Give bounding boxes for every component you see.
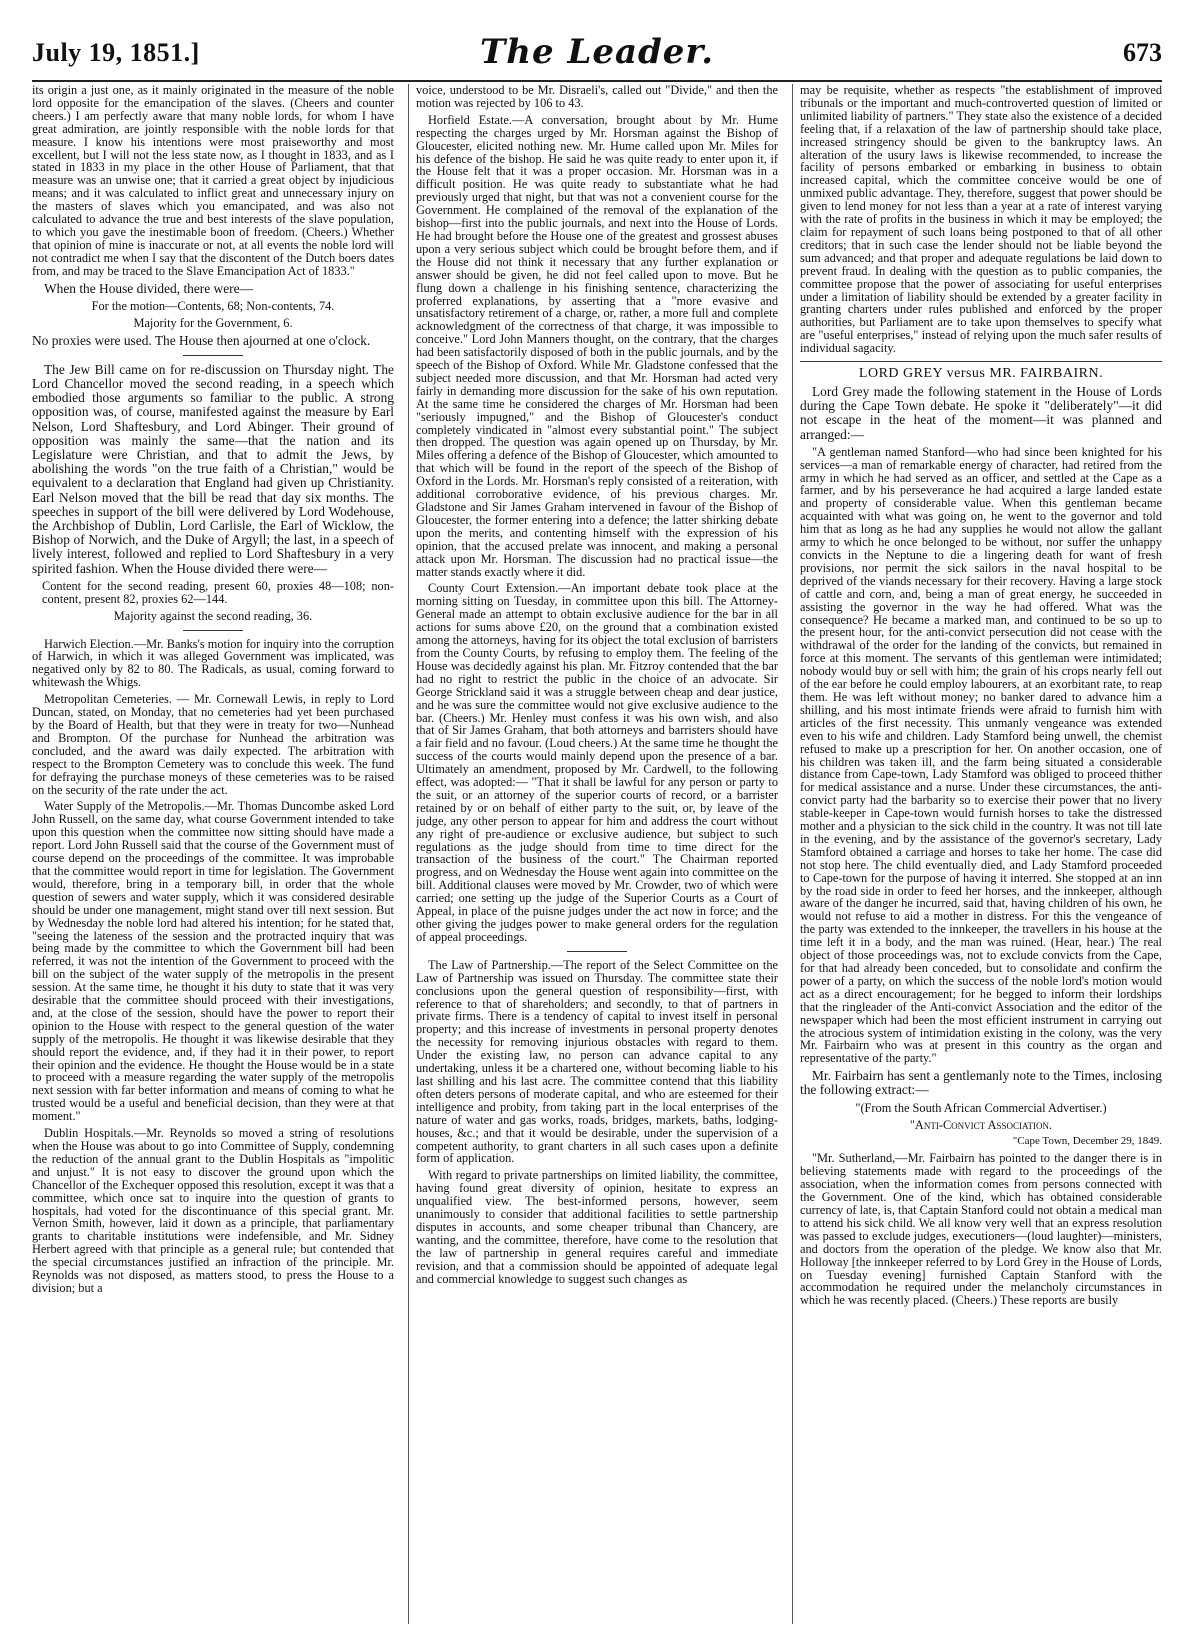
paragraph-law-of-partnership: The Law of Partnership.—The report of the Select Committee on the Law of Partnership was issued on Thursday. The committee state their conclusions upon the general question of responsibility—first, with reference to that of shareholders; and secondly, to that of partners in private firms. There is a tendency of capital to invest itself in personal property; and this increase of investments in personal property denotes the necessity for removing injurious obstacles with regard to them. Under the existing law, no person can advance capital to any undertaking, unless it be a chartered one, without becoming liable to his last shilling and his last acre. The committee contend that this liability often deters persons of moderate capital, and who are esteemed for their intelligence and probity, from taking part in the local enterprises of the nature of water and gas works, roads, bridges, markets, baths, lodging-houses, &c.; and that it would be desirable, under the supervision of a competent authority, to grant charters in all such cases upon a definite form of application. (416, 957, 778, 1166)
division-majority: Majority for the Government, 6. (133, 315, 293, 330)
paragraph-horfield-estate: Horfield Estate.—A conversation, brought about by Mr. Hume respecting the charges urged by Mr. Horsman against the Bishop of Gloucester, elicited nothing new. Mr. Hume called upon Mr. Miles for his defence of the bishop. He said he was quite ready to enter upon it, if the House felt that it was a proper occasion. Mr. Horsman was in a difficult position. He was quite ready to substantiate what he had previously urged that night, but that was not a convenient course for the Government. He complained of the removal of the explanation of the bishop—first into the public journals, and next into the House of Lords. He had brought before the House one of the greatest and grossest abuses upon a very serious subject which could be brought before them, and if the House did not think it necessary that any further explanation or answer should be given, he did not feel called upon to move. But he flung down a challenge in his finishing sentence, characterizing the proferred explanations, by asserting that a "more evasive and unsatisfactory retirement of a charge, or, rather, a more full and complete acknowledgment of the correctness of that charge, it was impossible to conceive." Lord John Manners thought, on the contrary, that the charges had been satisfactorily disposed of both in the public journals, and by the speech of the Bishop of Oxford. While Mr. Gladstone confessed that the subject needed more discussion, and that Mr. Horsman had acted very fairly in demanding more discussion for the sake of his own reputation. At the same time he considered the charges of Mr. Horsman had been "seriously impugned," and the Bishop of Gloucester's conduct completely vindicated in "almost every substantial point." The subject then dropped. The question was again opened up on Thursday, by Mr. Miles offering a defence of the Bishop of Gloucester, which amounted to that which will be found in the report of the speech of the Bishop of Oxford in the Lords. Mr. Horsman's reply consisted of a reiteration, with additional corroborative evidence, of his previous charges. Mr. Gladstone and Sir James Graham intervened in favour of the Bishop of Gloucester, the former entering into a defence; the latter shirking debate upon the merits, and contenting himself with the expression of his opinion, that the accused prelate was innocent, and making a personal attack upon Mr. Horsman. The discussion had no practical issue—the matter stands exactly where it did. (416, 112, 778, 579)
column-2 (416, 84, 778, 1624)
column-3 (800, 84, 1162, 1624)
section-separator (183, 355, 243, 356)
paragraph: may be requisite, whether as respects "the establishment of improved tribunals or the important and much-controverted question of limited or unlimited liability of partners." They state also the existence of a decided feeling that, if a relaxation of the law of partnership should take place, increased stringency should be given to the bankruptcy laws. An alteration of the usury laws is likewise recommended, to increase the facility of persons embarked or embarking in business to obtain increased capital, which the committee conceive would be one of unmixed public advantage. They, therefore, suggest that power should be given to lend money for not less than a year at a rate of interest varying with the rate of profits in the business in which it may be employed; the claim for repayment of such loans being postponed to that of all other creditors; that in such case the lender should not be liable beyond the sum advanced; and that proper and adequate regulations be laid down to prevent fraud. In dealing with the question as to public companies, the committee propose that the power of associating for useful enterprises under a limitation of liability should be extended by a greater facility in granting charters under rules published and enforced by the proper authorities, but Parliament are to take upon themselves to specify what are "useful enterprises," instead of relying upon the much safer results of individual sagacity. (800, 84, 1162, 356)
paragraph-water-supply: Water Supply of the Metropolis.—Mr. Thomas Duncombe asked Lord John Russell, on the same day, what course Government intended to take upon this question when the committee now sitting should have made a report. Lord John Russell said that the course of the Government must of course depend on the proceedings of the committee. It was improbable that the committee would report in time for legislation. The Government would, therefore, bring in a temporary bill, in order that the whole question of sewers and water supply, which it was considered desirable should be under one management, might stand over till next session. But by Wednesday the noble lord had altered his intention; for he stated that, "seeing the lateness of the session and the protracted inquiry that was being made by the committee to which the Government bill had been referred, it was not the intention of the Government to proceed with the bill on the subject of the water supply of the metropolis in the present session. At the same time, he thought it his duty to state that it was very desirable that the committee should proceed with their investigations, and, at the close of the session, should have the power to report their opinion to the House with respect to the general question of the water supply of the metropolis. He thought it was likewise desirable that they should report the evidence, and, if they had it in their power, to report their opinion and the evidence. He thought the House would be in a state to proceed with a measure regarding the water supply of the metropolis next session with far better information and means of coming to what he trusted would be a useful and beneficial decision, than they were at that moment." (32, 799, 394, 1124)
extract-dateline: "Cape Town, December 29, 1849. (1012, 1135, 1162, 1148)
division-result: For the motion—Contents, 68; Non-contents, 74. (91, 298, 335, 313)
extract-source: "(From the South African Commercial Advertiser.) (855, 1100, 1107, 1115)
quoted-statement: "A gentleman named Stanford—who had since been knighted for his services—a man of remarkable energy of character, had retired from the army in which he had served as an officer, and settled at the Cape as a farmer, and by his perseverance he had acquired a large landed estate and property of considerable value. When this gentleman became acquainted with what was going on, he went to the governor and told him that as long as he had any supplies he would not allow the gallant army to which he once belonged to be without, nor suffer the unhappy convicts in the Neptune to die a lingering death for want of fresh provisions, nor permit the sick sailors in the naval hospital to be deprived of the viands necessary for their recovery. Having a large stock of cattle and corn, and, being a man of great energy, he succeeded in assisting the governor in the way he had offered. What was the consequence? He became a marked man, and continued to be so up to the present hour, for the anti-convict persecution did not cease with the withdrawal of the order for the landing of the convicts, but remained in force at this moment. The servants of this gentleman were intimidated; nobody would buy or sell with him; the grain of his crops nearly fell out of the ear before he could employ labourers, at an exorbitant rate, to reap them. He was left without money; no banker dared to advance him a shilling, and his most intimate friends were afraid to furnish him with articles of the first necessity. This unmanly vengeance was extended even to his wife and children. Lady Stamford being unwell, the chemist refused to make up a prescription for her. On another occasion, one of his children was taken ill, and the farm being situated a considerable distance from Cape-town, Lady Stamford was obliged to proceed thither for medical assistance and a nurse. Under these circumstances, the anti-convict party had the barbarity so to exercise their power that no livery stable-keeper in Cape-town would furnish horses to take the distressed mother and a physician to the sick child in the country. It was not till late in the evening, and by the assistance of the governor's secretary, Lady Stamford obtained a carriage and horses to take her home. The case did not stop here. The child eventually died, and Lady Stamford proceeded to Cape-town for the purpose of having it interred. She stopped at an inn by the road side in order to feed her horses, and the innkeeper, although aware of the danger he incurred, said that, having children of his own, he would not refuse to aid a mother in distress. For this the vengeance of the party was extended to the innkeeper, the travellers in his house at the time left it in a body, and the man was ruined. (Hear, hear.) The real object of those proceedings was, not to exclude convicts from the Cape, for that had already been conceded, but to consolidate and confirm the power of a party, on which the success of the noble lord's motion would act as a direct encouragement; for he begged to inform their lordships that the ringleader of the Anti-convict Association and the editor of the newspaper which had been the most efficient instrument in carrying out the atrocious system of intimidation existing in the colony, was the very Mr. Fairbairn who was at present in this country as the organ and representative of the party." (800, 444, 1162, 1066)
paragraph: Mr. Fairbairn has sent a gentlemanly note to the Times, inclosing the following extract:— (800, 1068, 1162, 1098)
header-rule (32, 80, 1162, 82)
paragraph: Lord Grey made the following statement in the House of Lords during the Cape Town debate. He spoke it "deliberately"—it did not escape in the heat of the moment—it was planned and arranged:— (800, 383, 1162, 442)
paragraph-metropolitan-cemeteries: Metropolitan Cemeteries. — Mr. Cornewall Lewis, in reply to Lord Duncan, stated, on Monday, that no cemeteries had yet been purchased by the Board of Health, but that they were in treaty for two—Nunhead and Brompton. Of the purchase for Nunhead the arbitration was concluded, and the award was daily expected. The arbitration with respect to the Brompton Cemetery was to conclude this week. The fund for defraying the purchase moneys of these cemeteries was to be raised on the security of the rate under the act. (32, 692, 394, 797)
paragraph-county-court-extension: County Court Extension.—An important debate took place at the morning sitting on Tuesday, in committee upon this bill. The Attorney-General made an attempt to obtain exclusive audience for the bar in all actions for sums above £20, on the ground that a combination existed among the attorneys, having for its object the total exclusion of barristers from the County Courts, by refusing to employ them. The feeling of the House was decidedly against his plan. Mr. Fitzroy contended that the bar had no right to restrict the public in the choice of an advocate. Sir George Strickland said it was a struggle between cheap and dear justice, and he was sure the committee would not give exclusive audience to the bar. (Cheers.) Mr. Henley must confess it was his own wish, and also that of Sir James Graham, that both attorneys and barristers should have a fair field and no favour. (Loud cheers.) At the same time he thought the success of the courts would mainly depend upon the presence of a bar. Ultimately an amendment, proposed by Mr. Cardwell, to the following effect, was adopted:— "That it shall be lawful for any person or party to the suit, or an attorney of the superior courts of record, or a barrister retained by or on behalf of either party to the suit, or, by leave of the judge, any other person to appear for him and address the court without any right of pre-audience or exclusive audience, but subject to such regulations as the judge should from time to time direct for the transaction of the business of the court." The Chairman reported progress, and on Wednesday the House went again into committee on the bill. Additional clauses were moved by Mr. Crowder, two of which were carried; one setting up the judge of the Superior Courts as a Court of Appeal, in place of the puisne judges under the act now in force; and the other giving the judges power to make general orders for the regulation of appeal proceedings. (416, 581, 778, 944)
section-rule (800, 361, 1162, 362)
division-intro: When the House divided, there were— (44, 280, 253, 296)
quoted-extract: "Mr. Sutherland,—Mr. Fairbairn has pointed to the danger there is in believing statements made with regard to the proceedings of the association, when the information comes from persons connected with the Government. One of the kind, which has obtained considerable currency of late, is, that Captain Stanford could not obtain a medical man to attend his sick child. We all know very well that an express resolution was passed to exclude judges, executioners—(loud laughter)—ministers, and doctors from the operation of the pledge. We know also that Mr. Holloway [the innkeeper referred to by Lord Grey in the House of Lords, on Tuesday evening] furnished Captain Stanford with the accommodation he required under the melancholy circumstances in which he was recently placed. (Cheers.) These reports are busily (800, 1151, 1162, 1308)
column-divider (408, 84, 409, 1624)
page-header (32, 30, 1162, 80)
extract-title: "Anti-Convict Association. (909, 1117, 1053, 1132)
article-heading: LORD GREY versus MR. FAIRBAIRN. (858, 366, 1104, 382)
page-number: 673 (1123, 38, 1162, 67)
paragraph-harwich-election: Harwich Election.—Mr. Banks's motion for inquiry into the corruption of Harwich, in which it was alleged Government was implicated, was negatived only by 82 to 80. The Radicals, as usual, coming forward to whitewash the Whigs. (32, 636, 394, 690)
paragraph: The Jew Bill came on for re-discussion on Thursday night. The Lord Chancellor moved the second reading, in a speech which embodied those arguments so familiar to the public. A strong opposition was, of course, manifested against the measure by Earl Nelson, Lord Shaftesbury, and Lord Abinger. Their ground of opposition was mainly the same—that the nation and its Legislature were Christian, and that to admit the Jews, by abolishing the words "on the true faith of a Christian," would be equivalent to a declaration that England had given up Christianity. Earl Nelson moved that the bill be read that day six months. The speeches in support of the bill were delivered by Lord Wodehouse, the Archbishop of Dublin, Lord Carlisle, the Earl of Wicklow, the Bishop of Norwich, and the Duke of Argyll; the last, in a speech of lively interest, followed and replied to Lord Shaftesbury in a very spirited fashion. When the House divided there were— (32, 361, 394, 576)
column-divider (792, 84, 793, 1624)
paragraph: voice, understood to be Mr. Disraeli's, called out "Divide," and then the motion was rejected by 106 to 43. (416, 84, 778, 110)
paragraph-dublin-hospitals: Dublin Hospitals.—Mr. Reynolds so moved a string of resolutions when the House was about to go into Committee of Supply, condemning the reduction of the annual grant to the Dublin Hospitals as "impolitic and unjust." It is not easy to discover the ground upon which the Chancellor of the Exchequer opposed this resolution, except it was that a committee, which once sat to inquire into the question of grants to hospitals, had voted for the discontinuance of this special grant. Mr. Vernon Smith, however, laid it down as a principle, that parliamentary grants to charitable institutions were indefensible, and Mr. Sidney Herbert agreed with that principle as a general rule; but contended that the special circumstances justified an infraction of the principle. Mr. Reynolds was not disposed, as matters stood, to press the House to a division; but a (32, 1126, 394, 1295)
division-majority: Majority against the second reading, 36. (113, 608, 313, 623)
masthead-title: The Leader. (479, 32, 715, 72)
division-result: Content for the second reading, present 60, proxies 48—108; non-content, present 82, proxies 62—144. (42, 578, 394, 606)
column-1 (32, 84, 394, 1624)
section-separator (567, 951, 627, 952)
paragraph: its origin a just one, as it mainly originated in the measure of the noble lord opposite for the emancipation of the slaves. (Cheers and counter cheers.) I am perfectly aware that many noble lords, for whom I have great admiration, are jointly responsible with the noble lords for that measure. I know his intentions were most praiseworthy and most excellent, but I will not the less state now, as I thought in 1833, and as I stated in 1833 in my place in the other House of Parliament, that that measure was an unwise one; that it carried a great object by injudicious means; and it was calculated to inflict great and unnecessary injury on the masters of slaves which you emancipated, and was also not calculated to advance the true and best interests of the slave population, to which you gave the inestimable boon of freedom. (Cheers.) Whether that opinion of mine is inaccurate or not, at all events the noble lord will not contradict me when I say that the discontent of the Dutch boers dates from, and may be traced to the Slave Emancipation Act of 1833." (32, 84, 394, 278)
section-separator (183, 630, 243, 631)
paragraph: With regard to private partnerships on limited liability, the committee, having found great diversity of opinion, hesitate to express an unqualified view. The best-informed persons, however, seem unanimously to consider that additional facilities to settle partnership disputes in accounts, and some cheaper tribunal than Chancery, are wanting, and the committee, therefore, have come to the resolution that the law of partnership in general requires careful and immediate revision, and that a commission should be appointed of adequate legal and commercial knowledge to suggest such changes as (416, 1168, 778, 1286)
paragraph: No proxies were used. The House then ajourned at one o'clock. (32, 332, 371, 348)
issue-date: July 19, 1851.] (32, 38, 200, 67)
